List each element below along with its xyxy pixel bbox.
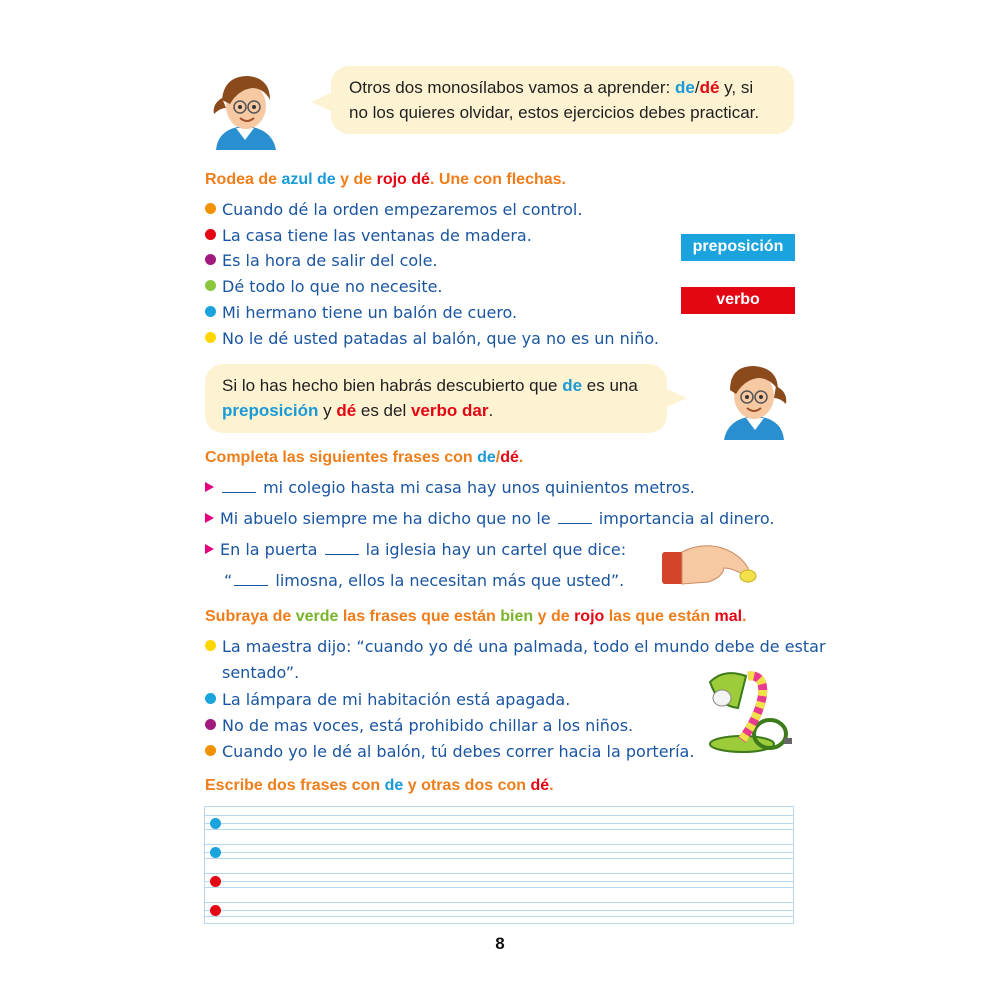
bubble-tail	[665, 388, 687, 408]
item-text: Dé todo lo que no necesite.	[222, 277, 443, 296]
heading-text: y otras dos con	[403, 777, 531, 794]
guide-line	[205, 844, 793, 845]
heading-bien: bien	[500, 608, 534, 625]
item-text: la iglesia hay un cartel que dice:	[360, 540, 627, 559]
word-verbo-dar: verbo dar	[410, 401, 489, 420]
line-dot-red	[210, 905, 221, 916]
item-text: La lámpara de mi habitación está apagada.	[222, 690, 571, 709]
heading-de: de	[384, 777, 404, 794]
word-de: de	[562, 376, 583, 395]
bullet-dot	[205, 203, 216, 214]
bullet-dot	[205, 745, 216, 756]
bubble-text: Si lo has hecho bien habrás descubierto que	[222, 376, 563, 395]
tag-preposicion: preposición	[681, 234, 795, 261]
heading-text: las que están	[604, 608, 715, 625]
item-text: “	[224, 571, 233, 590]
word-de-accent: dé	[336, 401, 357, 420]
item-text: importancia al dinero.	[593, 509, 775, 528]
item-text: mi colegio hasta mi casa hay unos quinientos metros.	[258, 478, 695, 497]
bubble-text: es del	[356, 401, 411, 420]
heading-text: .	[549, 777, 554, 794]
list-item	[205, 539, 626, 561]
guide-line	[205, 916, 793, 917]
exercise-3-heading	[205, 608, 747, 626]
list-item-continuation	[222, 662, 299, 684]
boy-illustration-middle	[718, 360, 792, 440]
item-text: La casa tiene las ventanas de madera.	[222, 226, 532, 245]
slash: /	[694, 78, 700, 97]
triangle-bullet-icon	[205, 544, 214, 554]
heading-text: y de	[335, 171, 377, 188]
blank-line	[558, 509, 592, 524]
tag-verbo: verbo	[681, 287, 795, 314]
blank-line	[325, 540, 359, 555]
heading-text: Escribe dos frases con	[205, 777, 385, 794]
item-text: No de mas voces, está prohibido chillar a los niños.	[222, 716, 634, 735]
heading-de-accent: dé	[500, 449, 519, 466]
heading-azul-de: azul de	[281, 171, 336, 188]
heading-mal: mal	[714, 608, 743, 625]
list-item	[205, 477, 695, 499]
guide-line	[205, 873, 793, 874]
hand-coin-illustration	[662, 538, 762, 590]
word-de-accent: dé	[699, 78, 720, 97]
bubble-text-end: y, si no los quieres olvidar, estos ejercicios debes practicar.	[349, 78, 760, 122]
list-item	[205, 741, 694, 763]
item-text: En la puerta	[220, 540, 323, 559]
bullet-dot	[205, 640, 216, 651]
heading-text: .	[518, 449, 524, 466]
triangle-bullet-icon	[205, 482, 214, 492]
list-item	[205, 689, 570, 711]
heading-text: las frases que están	[338, 608, 501, 625]
heading-slash: /	[495, 449, 501, 466]
guide-line	[205, 829, 793, 830]
line-dot-red	[210, 876, 221, 887]
item-text: Cuando yo le dé al balón, tú debes correr hacia la portería.	[222, 742, 695, 761]
word-preposicion: preposición	[222, 401, 319, 420]
guide-line	[205, 815, 793, 816]
heading-de: de	[477, 449, 496, 466]
speech-bubble-explanation	[205, 364, 667, 433]
boy-illustration-top	[208, 70, 282, 150]
heading-rojo: rojo	[574, 608, 605, 625]
bullet-dot	[205, 306, 216, 317]
blank-line	[222, 478, 256, 493]
bullet-dot	[205, 332, 216, 343]
list-item	[205, 508, 774, 530]
list-item	[205, 328, 659, 350]
bubble-text: .	[488, 401, 494, 420]
item-text: Cuando dé la orden empezaremos el control.	[222, 200, 583, 219]
exercise-2-heading	[205, 449, 523, 467]
item-text: No le dé usted patadas al balón, que ya no es un niño.	[222, 329, 659, 348]
heading-text: . Une con flechas.	[429, 171, 566, 188]
heading-text: y de	[533, 608, 575, 625]
list-item	[205, 636, 826, 658]
bullet-dot	[205, 229, 216, 240]
bubble-text: Otros dos monosílabos vamos a aprender:	[349, 78, 675, 97]
list-item	[205, 715, 633, 737]
item-text: Mi abuelo siempre me ha dicho que no le	[220, 509, 556, 528]
exercise-1-heading	[205, 171, 566, 189]
item-text: Mi hermano tiene un balón de cuero.	[222, 303, 518, 322]
heading-rojo-de: rojo dé	[376, 171, 430, 188]
heading-de-accent: dé	[530, 777, 550, 794]
lamp-illustration	[700, 668, 796, 758]
heading-text: Completa las siguientes frases con	[205, 449, 478, 466]
guide-line	[205, 881, 793, 882]
item-text: La maestra dijo: “cuando yo dé una palmada, todo el mundo debe de estar	[222, 637, 826, 656]
list-item	[205, 302, 517, 324]
exercise-4-heading	[205, 777, 554, 795]
guide-line	[205, 887, 793, 888]
line-dot-blue	[210, 818, 221, 829]
page-number: 8	[495, 934, 505, 953]
item-text: limosna, ellos la necesitan más que usted”.	[270, 571, 625, 590]
heading-verde: verde	[295, 608, 339, 625]
list-item	[205, 250, 438, 272]
list-item	[205, 199, 582, 221]
guide-line	[205, 823, 793, 824]
bullet-dot	[205, 254, 216, 265]
guide-line	[205, 852, 793, 853]
bubble-text: es una	[582, 376, 638, 395]
item-text: sentado”.	[222, 663, 300, 682]
bubble-text: y	[318, 401, 337, 420]
list-item-continuation	[224, 570, 624, 592]
writing-lines-area[interactable]	[204, 806, 794, 924]
bubble-tail	[311, 92, 333, 112]
list-item	[205, 276, 443, 298]
guide-line	[205, 902, 793, 903]
bullet-dot	[205, 280, 216, 291]
guide-line	[205, 910, 793, 911]
triangle-bullet-icon	[205, 513, 214, 523]
item-text: Es la hora de salir del cole.	[222, 251, 438, 270]
list-item	[205, 225, 532, 247]
speech-bubble-intro	[331, 66, 794, 134]
heading-text: Rodea de	[205, 171, 282, 188]
heading-text: Subraya de	[205, 608, 296, 625]
bullet-dot	[205, 719, 216, 730]
blank-line	[234, 571, 268, 586]
word-de: de	[675, 78, 695, 97]
bullet-dot	[205, 693, 216, 704]
heading-text: .	[742, 608, 747, 625]
line-dot-blue	[210, 847, 221, 858]
guide-line	[205, 858, 793, 859]
